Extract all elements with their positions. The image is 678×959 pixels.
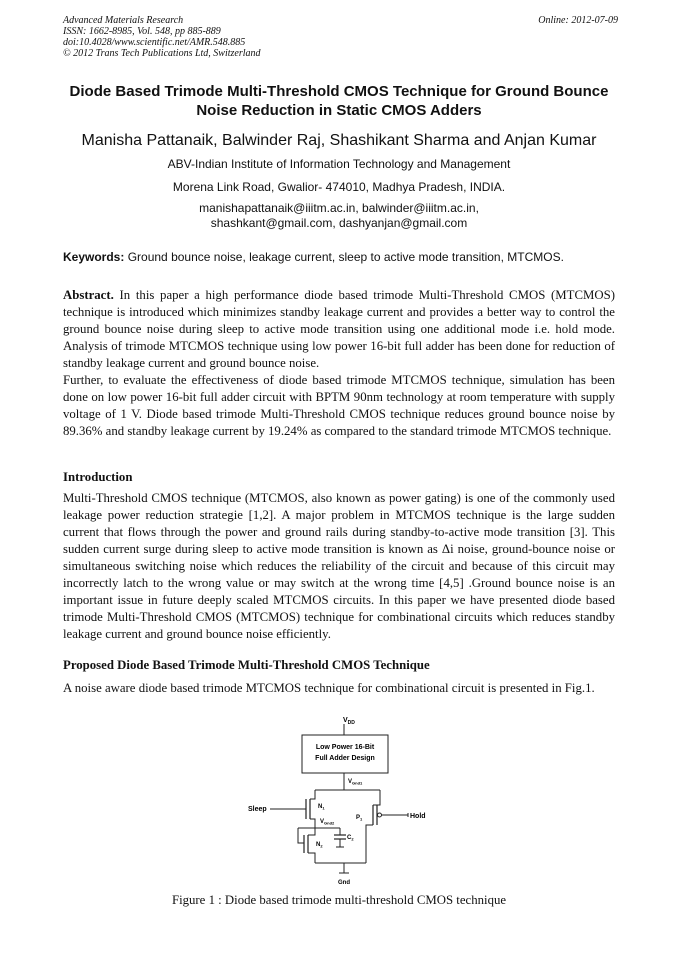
online-date: Online: 2012-07-09 <box>538 15 618 26</box>
keywords <box>63 250 618 265</box>
abstract-paragraph-1 <box>63 287 615 372</box>
p1-gate-bubble <box>378 813 382 817</box>
p1-drain <box>373 790 380 805</box>
proposed-paragraph: A noise aware diode based trimode MTCMOS technique for combinational circuit is presented in Fig.1. <box>63 681 595 695</box>
block-label-line-1: Low Power 16-Bit <box>315 744 375 751</box>
affiliation-institute: ABV-Indian Institute of Information Technology and Management <box>167 157 511 171</box>
paper-title: Diode Based Trimode Multi-Threshold CMOS Technique for Ground Bounce Noise Reduction in Static CMOS Adders <box>69 83 609 119</box>
introduction-heading: Introduction <box>63 470 133 484</box>
hold-label: Hold <box>410 813 426 820</box>
affiliation-address: Morena Link Road, Gwalior- 474010, Madhya Pradesh, INDIA. <box>172 180 506 194</box>
proposed-body <box>63 680 615 697</box>
circuit-diagram <box>240 713 440 893</box>
journal-header <box>63 15 618 59</box>
abstract-paragraph-2: Further, to evaluate the effectiveness of diode based trimode MTCMOS technique, simulation has been done on low power 16-bit full adder circuit with BPTM 90nm technology at room temperature with supply voltage of 1 V. Diode based trimode Multi-Threshold CMOS technique reduces ground bounce noise by 89.36% and standby leakage current by 19.24% as compared to the standard trimode MTCMOS technique. <box>63 373 615 438</box>
n1-drain <box>310 790 315 799</box>
introduction-body <box>63 490 615 643</box>
doi-line: doi:10.4028/www.scientific.net/AMR.548.885 <box>63 37 246 48</box>
keywords-label: Keywords: <box>63 250 125 264</box>
p1-source <box>366 825 373 863</box>
full-adder-block <box>302 735 388 773</box>
vdd-label: $V_{DD}$ <box>343 717 355 726</box>
vgnd1-label: $V_{Gnd1}$ <box>348 779 363 786</box>
proposed-heading: Proposed Diode Based Trimode Multi-Threshold CMOS Technique <box>63 658 430 672</box>
block-label-line-2: Full Adder Design <box>315 755 375 762</box>
p1-label: $P_1$ <box>356 815 363 822</box>
author-emails: manishapattanaik@iiitm.ac.in, balwinder@iiitm.ac.in, shashkant@gmail.com, dashyanjan@gmail.com <box>199 201 479 230</box>
n1-source <box>310 819 315 828</box>
c2-label: $C_2$ <box>347 835 354 842</box>
n2-source <box>308 853 315 863</box>
n2-gate-wire <box>298 828 304 843</box>
abstract <box>63 287 615 440</box>
gnd-label: Gnd <box>338 880 350 886</box>
author-list: Manisha Pattanaik, Balwinder Raj, Shashikant Sharma and Anjan Kumar <box>81 132 597 149</box>
journal-name: Advanced Materials Research <box>63 15 184 26</box>
introduction-paragraph: Multi-Threshold CMOS technique (MTCMOS, also known as power gating) is one of the commonly used leakage power reduction strategie [1,2]. A major problem in MTCMOS technique is the large sudden current that flows through the power and ground rails during standby-to-active mode transition [3]. This sudden current surge during sleep to active mode transition is known as Δi noise, ground-bounce noise or simultaneous switching noise which reduces the reliability of the circuit and because of this circuit may incorrectly latch to the wrong value or may switch at the wrong time [4,5] .Ground bounce noise is an important issue in future deeply scaled MTCMOS circuits. In this paper we have presented diode based trimode Multi-Threshold CMOS (MTCMOS) technique for combinational circuits which reduces standby leakage current and ground bounce noise efficiently. <box>63 491 615 641</box>
keywords-text: Ground bounce noise, leakage current, sleep to active mode transition, MTCMOS. <box>127 250 564 264</box>
vgnd2-label: $V_{Gnd2}$ <box>320 819 335 826</box>
issn-line: ISSN: 1662-8985, Vol. 548, pp 885-889 <box>63 26 221 37</box>
sleep-label: Sleep <box>248 806 267 813</box>
n2-label: $N_2$ <box>316 842 323 849</box>
copyright-line: © 2012 Trans Tech Publications Ltd, Switzerland <box>63 48 261 59</box>
abstract-label: Abstract. <box>63 288 114 302</box>
n1-label: $N_1$ <box>318 804 325 811</box>
figure-caption: Figure 1 : Diode based trimode multi-threshold CMOS technique <box>171 893 507 907</box>
n2-drain <box>308 828 315 835</box>
abstract-p1-text: In this paper a high performance diode based trimode Multi-Threshold CMOS (MTCMOS) technique is introduced which minimizes standby leakage current and provides a better way to control the ground bounce noise during sleep to active mode transition using one additional mode i.e. hold mode. Analysis of trimode MTCMOS technique using low power 16-bit full adder has been done for reduction of standby leakage current and ground bounce noise. <box>63 288 615 370</box>
